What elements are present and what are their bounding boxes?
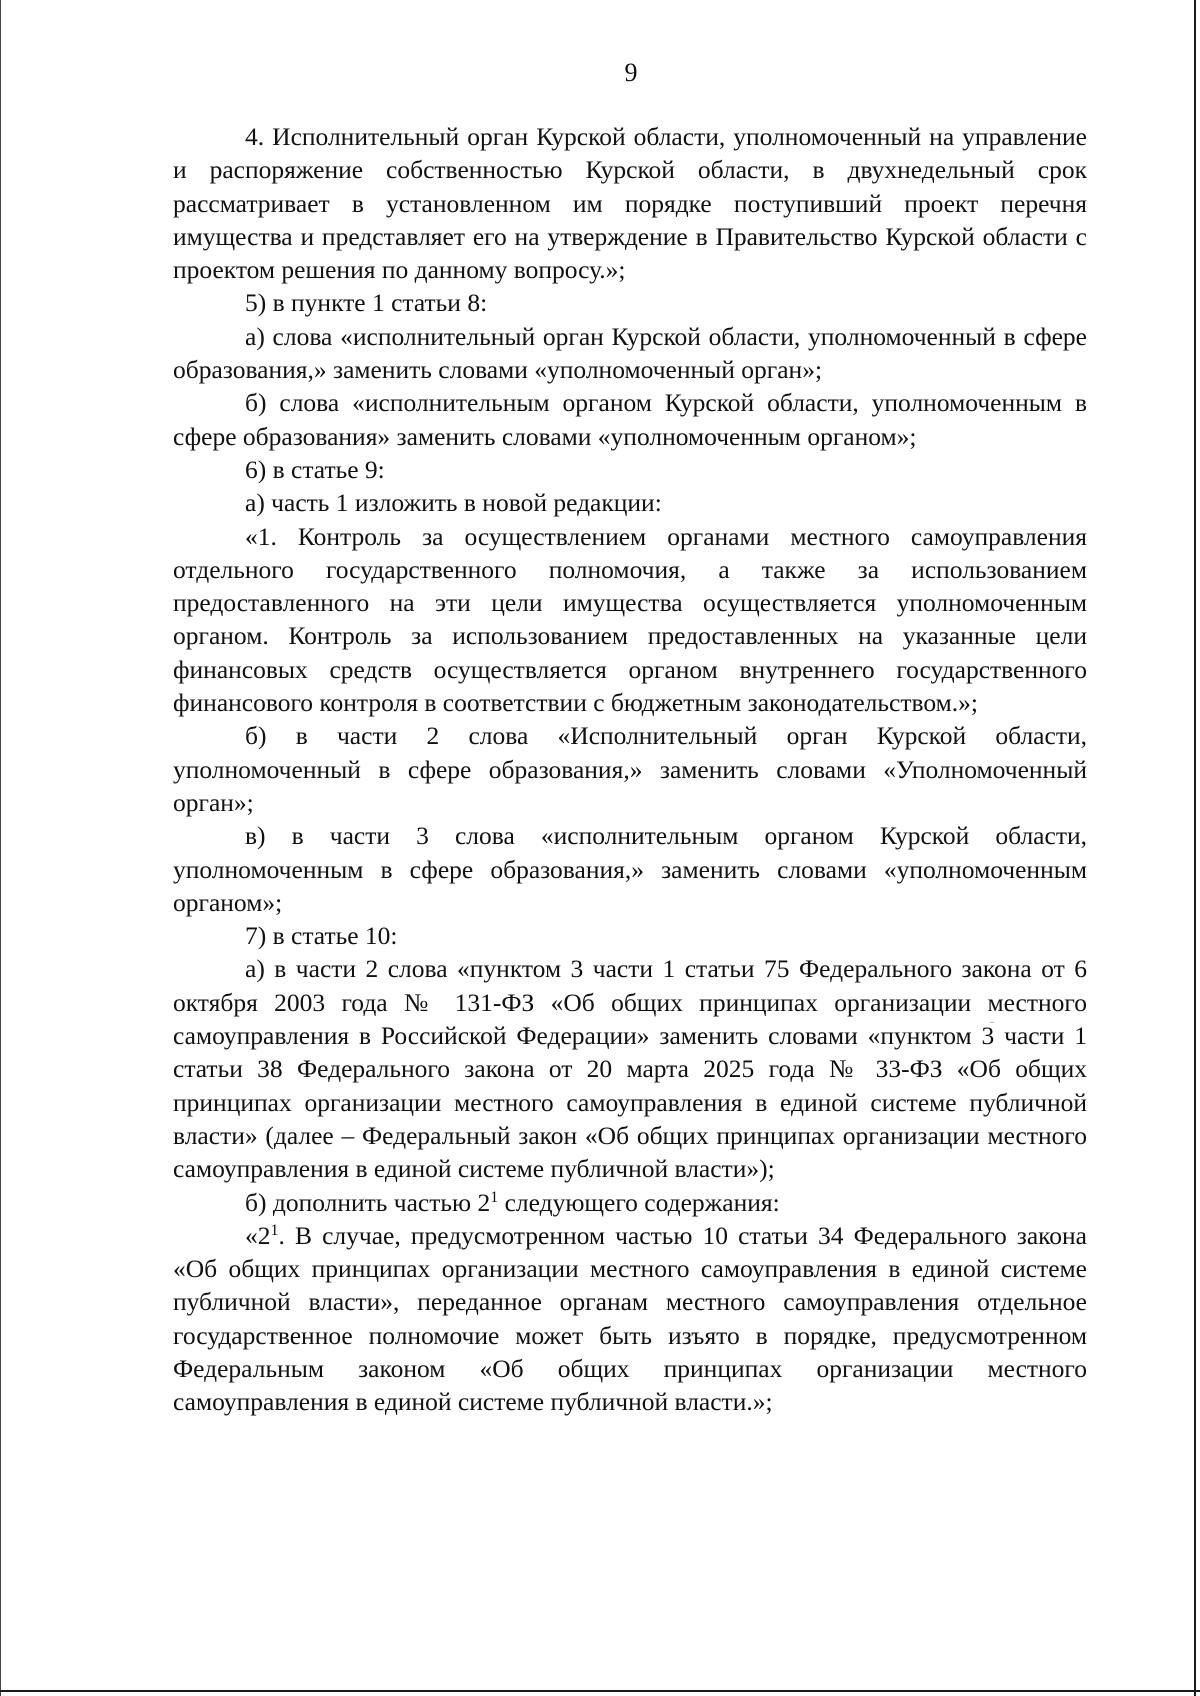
- document-body: [173, 120, 1087, 1419]
- paragraph-item-7b-text-start: б) дополнить частью 2: [245, 1187, 491, 1217]
- paragraph-article-9-part-1: «1. Контроль за осуществлением органами местного самоуправления отдельного государственного полномочия, а также за использованием предоставленного на эти цели имущества осуществляется уполномоченным органом. Контроль за использованием предоставленных на указанные цели финансовых средств осуществляется органом внутреннего государственного финансового контроля в соответствии с бюджетным законодательством.»;: [173, 521, 1087, 718]
- scan-edge-left: [0, 0, 1, 1696]
- paragraph-item-5a: а) слова «исполнительный орган Курской области, уполномоченный в сфере образования,» заменить словами «уполномоченный орган»;: [173, 321, 1087, 385]
- superscript: 1: [270, 1221, 279, 1239]
- paragraph-item-7a: а) в части 2 слова «пунктом 3 части 1 статьи 75 Федерального закона от 6 октября 2003 года № 131-ФЗ «Об общих принципах организации местного самоуправления в Российской Федерации» заменить словами «пунктом 3 части 1 статьи 38 Федерального закона от 20 марта 2025 года № 33-ФЗ «Об общих принципах организации местного самоуправления в единой системе публичной власти» (далее – Федеральный закон «Об общих принципах организации местного самоуправления в единой системе публичной власти»);: [173, 954, 1087, 1184]
- paragraph-item-7: 7) в статье 10:: [245, 921, 398, 951]
- paragraph-item-6a: а) часть 1 изложить в новой редакции:: [245, 488, 662, 518]
- scan-edge-bottom: [0, 1690, 1200, 1692]
- scan-edge-right: [1194, 0, 1196, 1696]
- paragraph-item-7b-text-end: следующего содержания:: [498, 1187, 780, 1217]
- paragraph-part-2-1-text-start: «2: [245, 1220, 271, 1250]
- paragraph-item-6b: б) в части 2 слова «Исполнительный орган Курской области, уполномоченный в сфере образования,» заменить словами «Уполномоченный орган»;: [173, 721, 1087, 817]
- paragraph-item-6: 6) в статье 9:: [245, 454, 385, 484]
- paragraph-part-2-1-text-end: . В случае, предусмотренном частью 10 статьи 34 Федерального закона «Об общих принципах организации местного самоуправления в единой системе публичной власти», переданное органам местного самоуправления отдельное государственное полномочие может быть изъято в порядке, предусмотренном Федеральным законом «Об общих принципах организации местного самоуправления в единой системе публичной власти.»;: [173, 1220, 1087, 1417]
- paragraph-article-10-part-2-1: [173, 1219, 1087, 1419]
- paragraph-item-5b: б) слова «исполнительным органом Курской области, уполномоченным в сфере образования» заменить словами «уполномоченным органом»;: [173, 388, 1087, 451]
- superscript: 1: [490, 1188, 499, 1206]
- paragraph-item-5: 5) в пункте 1 статьи 8:: [245, 288, 488, 318]
- paragraph-item-7b: [173, 1186, 1087, 1219]
- page-number: 9: [624, 58, 638, 87]
- paragraph-item-6c: в) в части 3 слова «исполнительным органом Курской области, уполномоченным в сфере образования,» заменить словами «уполномоченным органом»;: [173, 821, 1087, 917]
- paragraph-item-4-conclusion: 4. Исполнительный орган Курской области, уполномоченный на управление и распоряжение собственностью Курской области, в двухнедельный срок рассматривает в установленном им порядке поступивший проект перечня имущества и представляет его на утверждение в Правительство Курской области с проектом решения по данному вопросу.»;: [173, 122, 1087, 285]
